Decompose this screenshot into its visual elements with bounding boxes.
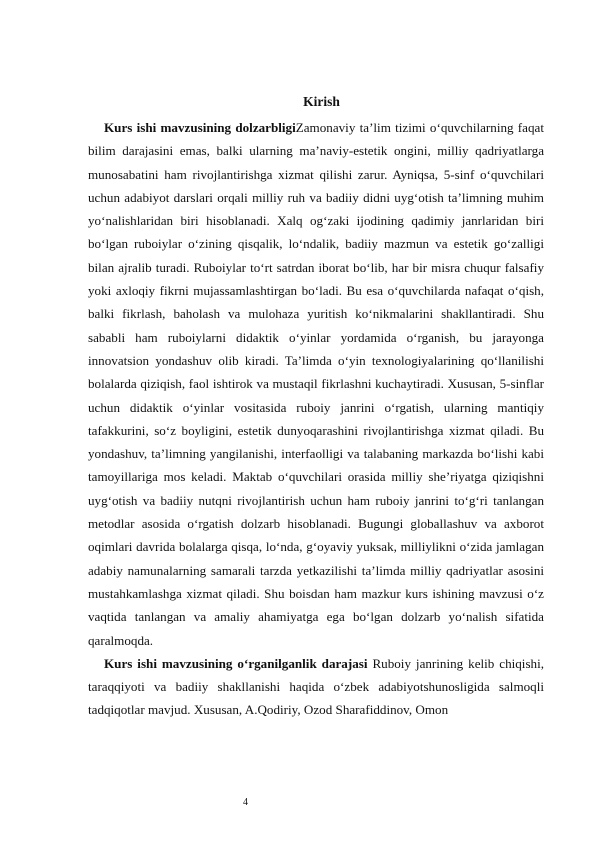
paragraph-lead: Kurs ishi mavzusining dolzarbligi <box>104 120 296 135</box>
paragraph-lead: Kurs ishi mavzusining o‘rganilganlik darajasi <box>104 655 368 671</box>
paragraph-text: Zamonaviy ta’lim tizimi o‘quvchilarning faqat bilim darajasini emas, balki ularning ma’naviy-estetik ongini, milliy qadriyatlarga munosabatini ham rivojlantirishga xizmat qilishi zarur. Ayniqsa, 5-sinf o‘quvchilari uchun adabiyot darslari orqali milliy ruh va badiiy didni uyg‘otish ta’limning muhim yo‘nalishlaridan biri hisoblanadi. Xalq og‘zaki ijodining qadimiy janrlaridan biri bo‘lgan ruboiylar o‘zining qisqalik, lo‘ndalik, badiiy mazmun va estetik go‘zalligi bilan ajralib turadi. Ruboiylar to‘rt satrdan iborat bo‘lib, har bir misra chuqur falsafiy yoki axloqiy fikrni mujassamlashtirgan bo‘ladi. Bu esa o‘quvchilarda nafaqat o‘qish, balki fikrlash, baholash va mulohaza yuritish ko‘nikmalarini shakllantiradi. Shu sababli ham ruboiylarni didaktik o‘yinlar yordamida o‘rganish, bu jarayonga innovatsion yondashuv olib kiradi. Ta’limda o‘yin texnologiyalarining qo‘llanilishi bolalarda qiziqish, faol ishtirok va mustaqil fikrlashni kuchaytiradi. Xususan, 5-sinflar uchun didaktik o‘yinlar vositasida ruboiy janrini o‘rgatish, ularning mantiqiy tafakkurini, so‘z boyligini, estetik dunyoqarashini rivojlantirishga xizmat qiladi. Bu yondashuv, ta’limning yangilanishi, interfaolligi va talabaning markazda bo‘lishi kabi tamoyillariga mos keladi. Maktab o‘quvchilari orasida milliy she’riyatga qiziqishni uyg‘otish va badiiy nutqni rivojlantirish uchun ham ruboiy janrini to‘g‘ri tanlangan metodlar asosida o‘rgatish dolzarb hisoblanadi. Bugungi globallashuv va axborot oqimlari davrida bolalarga qisqa, lo‘nda, g‘oyaviy yuksak, milliylikni o‘zida jamlagan adabiy namunalarning samarali tarzda yetkazilishi ta’limda milliy qadriyatlar asosini mustahkamlashga xizmat qiladi. Shu boisdan ham mazkur kurs ishining mavzusi o‘z vaqtida tanlangan va amaliy ahamiyatga ega bo‘lgan dolzarb yo‘nalish sifatida qaralmoqda. <box>88 120 544 648</box>
paragraph-study-level <box>88 652 544 722</box>
section-title: Kirish <box>303 94 340 109</box>
body-text <box>88 116 544 722</box>
page-number: 4 <box>243 797 248 808</box>
paragraph-text: Ruboiy janrining kelib chiqishi, taraqqiyoti va badiiy shakllanishi haqida o‘zbek adabiyotshunosligida salmoqli tadqiqotlar mavjud. Xususan, A.Qodiriy, Ozod Sharafiddinov, Omon <box>88 655 544 718</box>
paragraph-relevance <box>88 116 544 652</box>
